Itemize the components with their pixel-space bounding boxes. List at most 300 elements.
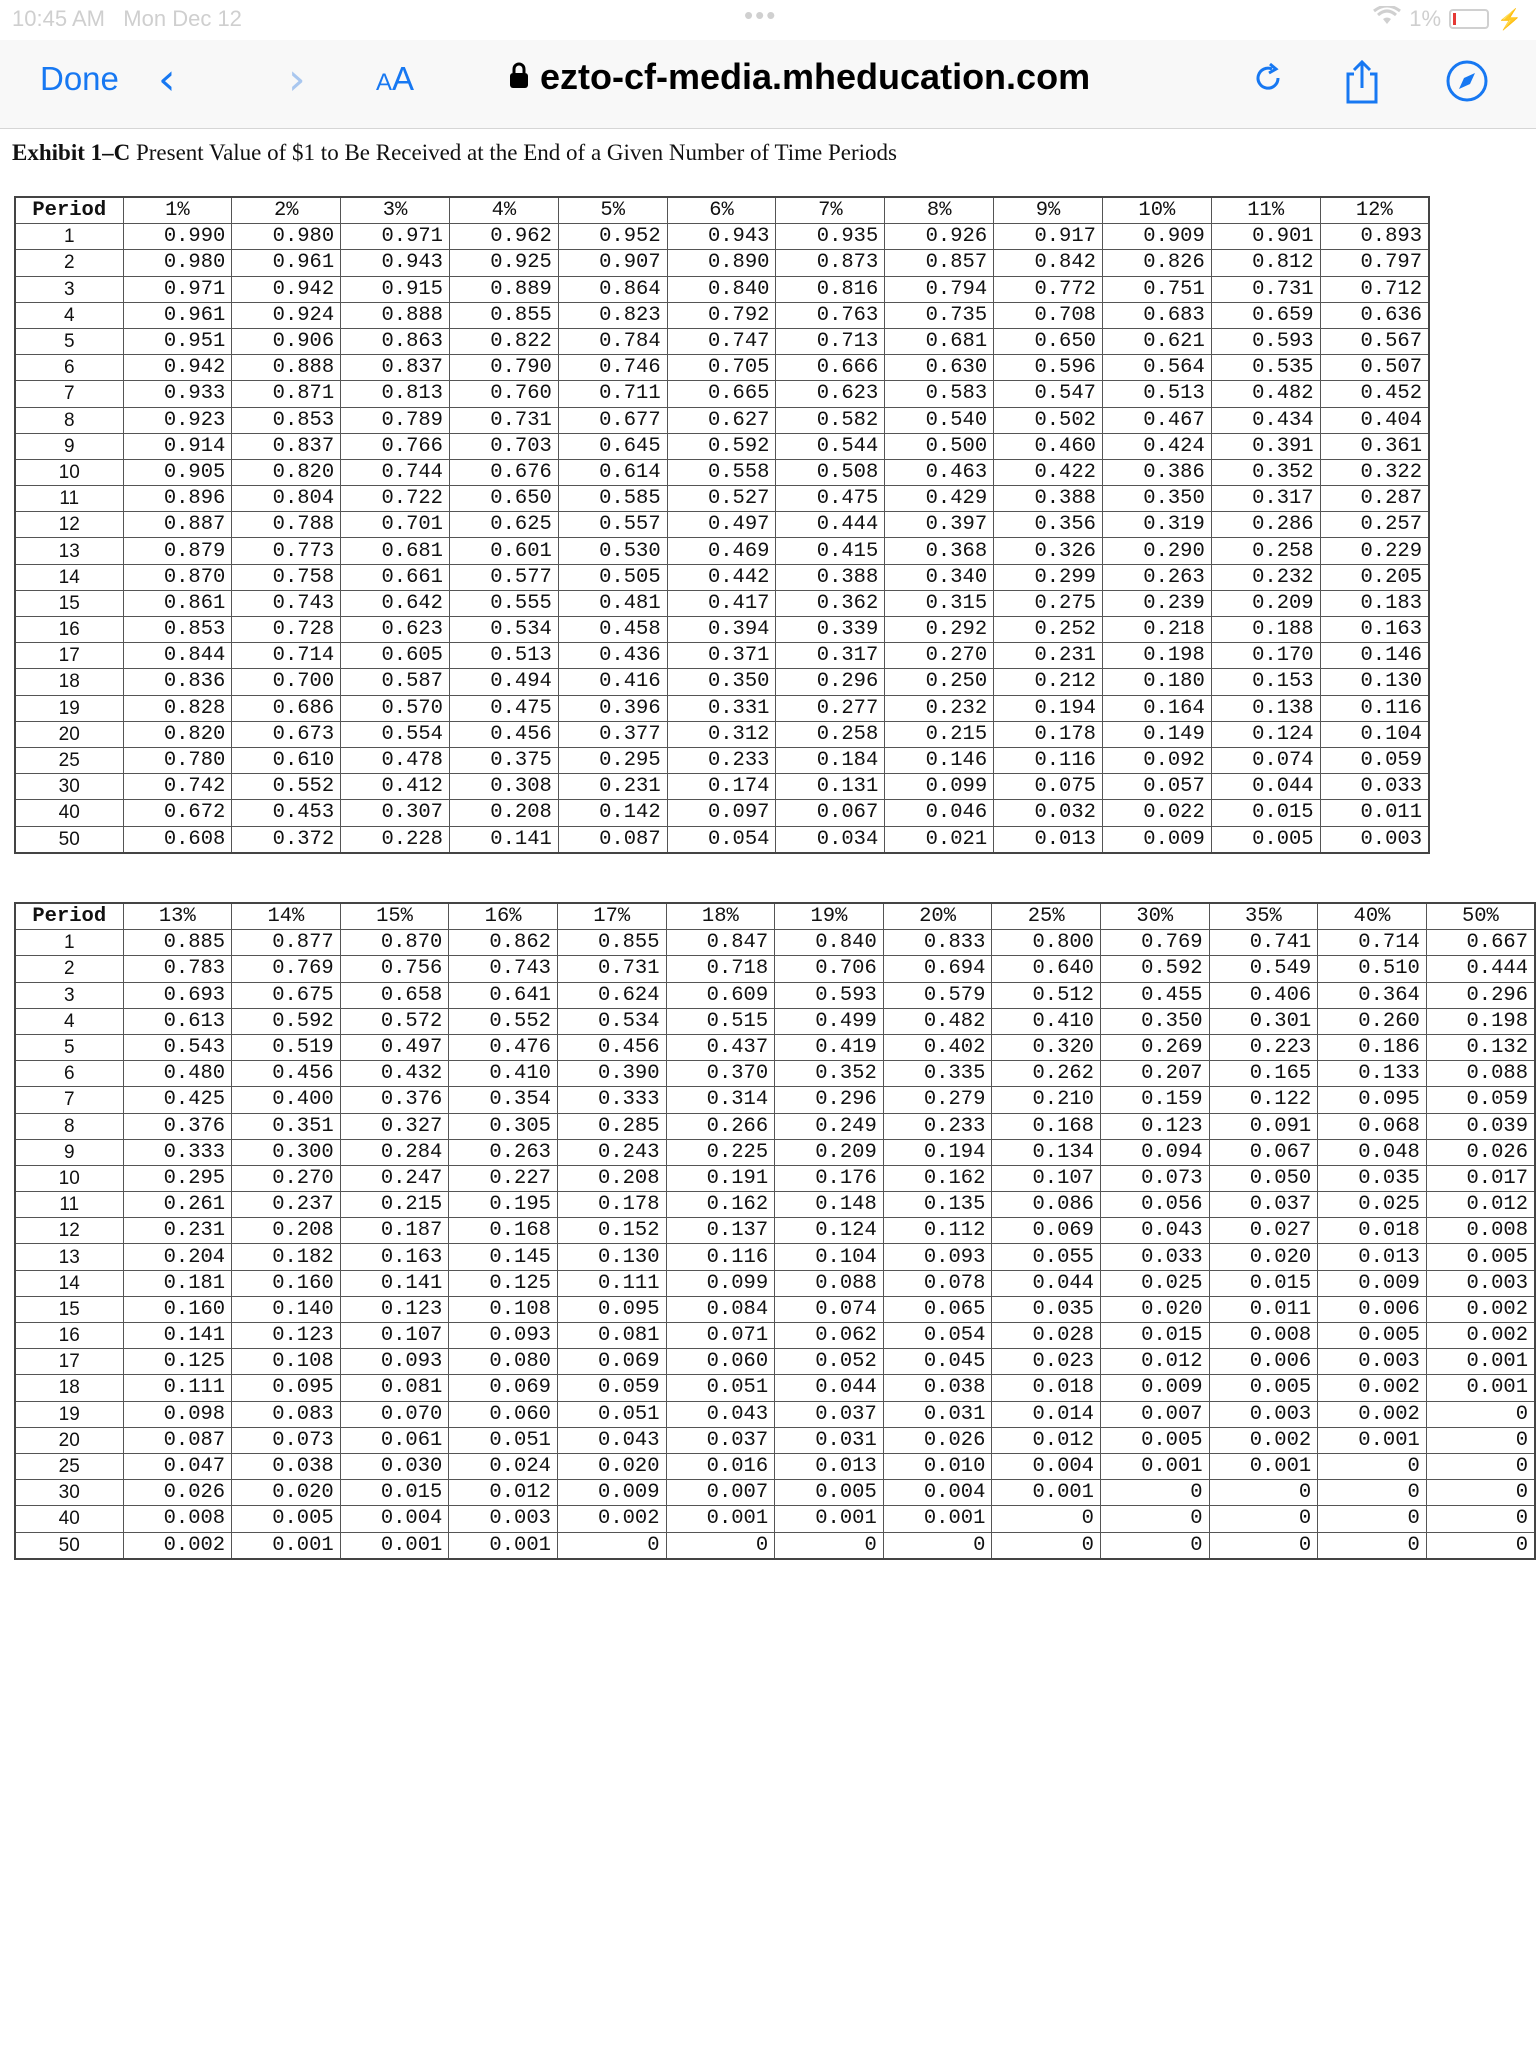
value-cell: 0.494	[449, 669, 558, 695]
value-cell: 0.572	[340, 1008, 449, 1034]
value-cell: 0.769	[1100, 930, 1209, 956]
reload-icon[interactable]	[1248, 58, 1296, 106]
value-cell: 0.673	[232, 721, 341, 747]
value-cell: 0.039	[1426, 1113, 1535, 1139]
value-cell: 0.025	[1100, 1270, 1209, 1296]
period-cell: 40	[15, 800, 123, 826]
period-cell: 17	[15, 1349, 123, 1375]
value-cell: 0.035	[992, 1296, 1101, 1322]
value-cell: 0.055	[992, 1244, 1101, 1270]
value-cell: 0.162	[883, 1165, 992, 1191]
value-cell: 0.043	[1100, 1218, 1209, 1244]
value-cell: 0.402	[883, 1034, 992, 1060]
status-date: Mon Dec 12	[123, 6, 242, 31]
value-cell: 0.026	[883, 1427, 992, 1453]
value-cell: 0.703	[449, 433, 558, 459]
value-cell: 0.915	[341, 276, 450, 302]
value-cell: 0.722	[341, 486, 450, 512]
value-cell: 0.816	[776, 276, 885, 302]
value-cell: 0.333	[557, 1087, 666, 1113]
value-cell: 0.149	[1102, 721, 1211, 747]
value-cell: 0.677	[558, 407, 667, 433]
value-cell: 0.855	[557, 930, 666, 956]
value-cell: 0.044	[992, 1270, 1101, 1296]
value-cell: 0.107	[992, 1165, 1101, 1191]
table-row	[15, 930, 1535, 956]
value-cell: 0.419	[775, 1034, 884, 1060]
value-cell: 0.592	[232, 1008, 341, 1034]
value-cell: 0.368	[885, 538, 994, 564]
value-cell: 0.608	[123, 826, 232, 853]
value-cell: 0.031	[775, 1427, 884, 1453]
value-cell: 0.879	[123, 538, 232, 564]
value-cell: 0.163	[1320, 617, 1429, 643]
value-cell: 0.027	[1209, 1218, 1318, 1244]
value-cell: 0.116	[666, 1244, 775, 1270]
value-cell: 0.512	[992, 982, 1101, 1008]
value-cell: 0.141	[123, 1323, 232, 1349]
value-cell: 0.361	[1320, 433, 1429, 459]
value-cell: 0.712	[1320, 276, 1429, 302]
value-cell: 0.146	[885, 747, 994, 773]
value-cell: 0.014	[992, 1401, 1101, 1427]
value-cell: 0.456	[232, 1061, 341, 1087]
value-cell: 0.086	[992, 1192, 1101, 1218]
value-cell: 0.714	[1318, 930, 1427, 956]
value-cell: 0.035	[1318, 1165, 1427, 1191]
value-cell: 0.021	[885, 826, 994, 853]
value-cell: 0.352	[1211, 459, 1320, 485]
value-cell: 0.188	[1211, 617, 1320, 643]
value-cell: 0.497	[340, 1034, 449, 1060]
value-cell: 0.500	[885, 433, 994, 459]
value-cell: 0.942	[123, 355, 232, 381]
value-cell: 0.711	[558, 381, 667, 407]
value-cell: 0.247	[340, 1165, 449, 1191]
value-cell: 0.001	[1209, 1453, 1318, 1479]
period-cell: 8	[15, 407, 123, 433]
value-cell: 0.499	[775, 1008, 884, 1034]
value-cell: 0.352	[775, 1061, 884, 1087]
value-cell: 0.914	[123, 433, 232, 459]
rate-header: 13%	[123, 903, 232, 930]
value-cell: 0.552	[232, 774, 341, 800]
forward-chevron-icon[interactable]: ›	[288, 54, 306, 105]
value-cell: 0.376	[123, 1113, 232, 1139]
value-cell: 0.001	[1318, 1427, 1427, 1453]
table-row	[15, 407, 1429, 433]
value-cell: 0.863	[341, 328, 450, 354]
value-cell: 0.051	[666, 1375, 775, 1401]
period-cell: 9	[15, 1139, 123, 1165]
period-cell: 11	[15, 486, 123, 512]
value-cell: 0.592	[1100, 956, 1209, 982]
period-cell: 10	[15, 459, 123, 485]
value-cell: 0.095	[557, 1296, 666, 1322]
value-cell: 0.006	[1318, 1296, 1427, 1322]
table-row	[15, 486, 1429, 512]
value-cell: 0.033	[1320, 774, 1429, 800]
address-bar[interactable]	[508, 56, 1090, 98]
multitasking-dots-icon[interactable]: •••	[744, 0, 778, 30]
period-cell: 7	[15, 381, 123, 407]
value-cell: 0.577	[449, 564, 558, 590]
value-cell: 0	[1318, 1532, 1427, 1559]
value-cell: 0.067	[1209, 1139, 1318, 1165]
value-cell: 0.530	[558, 538, 667, 564]
value-cell: 0.412	[341, 774, 450, 800]
value-cell: 0.002	[1209, 1427, 1318, 1453]
table-row	[15, 1532, 1535, 1559]
value-cell: 0.320	[992, 1034, 1101, 1060]
rate-header: 4%	[449, 197, 558, 224]
value-cell: 0.018	[992, 1375, 1101, 1401]
value-cell: 0.005	[1209, 1375, 1318, 1401]
rate-header: 2%	[232, 197, 341, 224]
table-row	[15, 1506, 1535, 1532]
rate-header: 40%	[1318, 903, 1427, 930]
rate-header: 17%	[557, 903, 666, 930]
value-cell: 0.923	[123, 407, 232, 433]
value-cell: 0.073	[232, 1427, 341, 1453]
value-cell: 0.084	[666, 1296, 775, 1322]
value-cell: 0.502	[994, 407, 1103, 433]
value-cell: 0.822	[449, 328, 558, 354]
value-cell: 0.232	[1211, 564, 1320, 590]
value-cell: 0.410	[449, 1061, 558, 1087]
value-cell: 0.410	[992, 1008, 1101, 1034]
value-cell: 0.069	[449, 1375, 558, 1401]
value-cell: 0.010	[883, 1453, 992, 1479]
value-cell: 0.308	[449, 774, 558, 800]
value-cell: 0.003	[1318, 1349, 1427, 1375]
value-cell: 0.623	[776, 381, 885, 407]
value-cell: 0.198	[1426, 1008, 1535, 1034]
period-cell: 15	[15, 590, 123, 616]
value-cell: 0.060	[449, 1401, 558, 1427]
value-cell: 0.837	[341, 355, 450, 381]
value-cell: 0.059	[557, 1375, 666, 1401]
rate-header: 16%	[449, 903, 558, 930]
value-cell: 0.232	[885, 695, 994, 721]
value-cell: 0.924	[232, 302, 341, 328]
value-cell: 0.075	[994, 774, 1103, 800]
value-cell: 0.116	[1320, 695, 1429, 721]
value-cell: 0.215	[340, 1192, 449, 1218]
value-cell: 0.013	[994, 826, 1103, 853]
value-cell: 0.350	[1100, 1008, 1209, 1034]
value-cell: 0.790	[449, 355, 558, 381]
value-cell: 0.069	[992, 1218, 1101, 1244]
value-cell: 0.099	[885, 774, 994, 800]
rate-header: 8%	[885, 197, 994, 224]
value-cell: 0.125	[123, 1349, 232, 1375]
value-cell: 0.208	[449, 800, 558, 826]
value-cell: 0.659	[1211, 302, 1320, 328]
value-cell: 0.547	[994, 381, 1103, 407]
value-cell: 0.001	[666, 1506, 775, 1532]
period-cell: 1	[15, 224, 123, 250]
value-cell: 0.015	[1209, 1270, 1318, 1296]
value-cell: 0.390	[557, 1061, 666, 1087]
value-cell: 0.828	[123, 695, 232, 721]
value-cell: 0.613	[123, 1008, 232, 1034]
value-cell: 0.134	[992, 1139, 1101, 1165]
value-cell: 0.301	[1209, 1008, 1318, 1034]
value-cell: 0.227	[449, 1165, 558, 1191]
value-cell: 0.351	[232, 1113, 341, 1139]
table-row	[15, 800, 1429, 826]
value-cell: 0.397	[885, 512, 994, 538]
rate-header: 30%	[1100, 903, 1209, 930]
table-row	[15, 1113, 1535, 1139]
value-cell: 0.005	[775, 1480, 884, 1506]
value-cell: 0.279	[883, 1087, 992, 1113]
value-cell: 0.455	[1100, 982, 1209, 1008]
value-cell: 0.133	[1318, 1061, 1427, 1087]
value-cell: 0.148	[775, 1192, 884, 1218]
value-cell: 0.005	[1211, 826, 1320, 853]
value-cell: 0.593	[775, 982, 884, 1008]
value-cell: 0.681	[341, 538, 450, 564]
status-time-date	[12, 6, 242, 32]
value-cell: 0	[1209, 1506, 1318, 1532]
value-cell: 0.170	[1211, 643, 1320, 669]
value-cell: 0.962	[449, 224, 558, 250]
value-cell: 0.853	[123, 617, 232, 643]
value-cell: 0.480	[123, 1061, 232, 1087]
value-cell: 0.074	[1211, 747, 1320, 773]
exhibit-description: Present Value of $1 to Be Received at the End of a Given Number of Time Periods	[130, 140, 897, 165]
value-cell: 0.003	[1426, 1270, 1535, 1296]
header-row	[15, 903, 1535, 930]
period-header: Period	[15, 197, 123, 224]
value-cell: 0.305	[449, 1113, 558, 1139]
value-cell: 0.558	[667, 459, 776, 485]
value-cell: 0.008	[123, 1506, 232, 1532]
value-cell: 0.314	[666, 1087, 775, 1113]
value-cell: 0.665	[667, 381, 776, 407]
value-cell: 0.098	[123, 1401, 232, 1427]
value-cell: 0.804	[232, 486, 341, 512]
value-cell: 0.087	[123, 1427, 232, 1453]
value-cell: 0.887	[123, 512, 232, 538]
value-cell: 0.002	[1318, 1375, 1427, 1401]
value-cell: 0.048	[1318, 1139, 1427, 1165]
period-cell: 6	[15, 1061, 123, 1087]
compass-icon[interactable]	[1444, 58, 1492, 106]
status-bar	[0, 0, 1536, 40]
value-cell: 0.527	[667, 486, 776, 512]
back-chevron-icon[interactable]: ‹	[158, 54, 176, 105]
value-cell: 0.952	[558, 224, 667, 250]
value-cell: 0.456	[557, 1034, 666, 1060]
value-cell: 0.005	[1318, 1323, 1427, 1349]
value-cell: 0.741	[1209, 930, 1318, 956]
value-cell: 0.610	[232, 747, 341, 773]
value-cell: 0.731	[1211, 276, 1320, 302]
value-cell: 0.415	[776, 538, 885, 564]
value-cell: 0.078	[883, 1270, 992, 1296]
table-row	[15, 1323, 1535, 1349]
lock-icon	[508, 56, 530, 98]
period-cell: 14	[15, 1270, 123, 1296]
value-cell: 0.564	[1102, 355, 1211, 381]
value-cell: 0.132	[1426, 1034, 1535, 1060]
value-cell: 0.275	[994, 590, 1103, 616]
value-cell: 0	[992, 1506, 1101, 1532]
value-cell: 0.050	[1209, 1165, 1318, 1191]
text-size-button[interactable]	[376, 60, 414, 98]
value-cell: 0.037	[1209, 1192, 1318, 1218]
value-cell: 0.751	[1102, 276, 1211, 302]
value-cell: 0.630	[885, 355, 994, 381]
value-cell: 0.218	[1102, 617, 1211, 643]
value-cell: 0.747	[667, 328, 776, 354]
rate-header: 7%	[776, 197, 885, 224]
value-cell: 0.406	[1209, 982, 1318, 1008]
value-cell: 0.434	[1211, 407, 1320, 433]
period-cell: 25	[15, 747, 123, 773]
value-cell: 0.458	[558, 617, 667, 643]
table-row	[15, 1296, 1535, 1322]
table-row	[15, 590, 1429, 616]
value-cell: 0.926	[885, 224, 994, 250]
table-row	[15, 1192, 1535, 1218]
value-cell: 0.694	[883, 956, 992, 982]
value-cell: 0.141	[449, 826, 558, 853]
period-cell: 2	[15, 250, 123, 276]
period-cell: 3	[15, 982, 123, 1008]
value-cell: 0.009	[1102, 826, 1211, 853]
value-cell: 0.005	[1100, 1427, 1209, 1453]
value-cell: 0.033	[1100, 1244, 1209, 1270]
value-cell: 0.044	[1211, 774, 1320, 800]
value-cell: 0.093	[340, 1349, 449, 1375]
value-cell: 0.091	[1209, 1113, 1318, 1139]
value-cell: 0.375	[449, 747, 558, 773]
value-cell: 0.088	[1426, 1061, 1535, 1087]
value-cell: 0.056	[1100, 1192, 1209, 1218]
value-cell: 0.249	[775, 1113, 884, 1139]
value-cell: 0.002	[557, 1506, 666, 1532]
table-row	[15, 512, 1429, 538]
value-cell: 0.009	[1318, 1270, 1427, 1296]
value-cell: 0	[1100, 1532, 1209, 1559]
value-cell: 0.194	[994, 695, 1103, 721]
value-cell: 0.394	[667, 617, 776, 643]
value-cell: 0.333	[123, 1139, 232, 1165]
value-cell: 0.074	[775, 1296, 884, 1322]
value-cell: 0.231	[123, 1218, 232, 1244]
value-cell: 0.429	[885, 486, 994, 512]
value-cell: 0.331	[667, 695, 776, 721]
rate-header: 5%	[558, 197, 667, 224]
value-cell: 0.535	[1211, 355, 1320, 381]
share-icon[interactable]	[1342, 58, 1390, 106]
value-cell: 0.208	[557, 1165, 666, 1191]
rate-header: 15%	[340, 903, 449, 930]
value-cell: 0.820	[123, 721, 232, 747]
rate-header: 18%	[666, 903, 775, 930]
table-row	[15, 826, 1429, 853]
value-cell: 0.475	[776, 486, 885, 512]
rate-header: 14%	[232, 903, 341, 930]
done-button[interactable]: Done	[40, 60, 119, 97]
table-row	[15, 982, 1535, 1008]
value-cell: 0.840	[775, 930, 884, 956]
table-row	[15, 459, 1429, 485]
value-cell: 0.073	[1100, 1165, 1209, 1191]
value-cell: 0.601	[449, 538, 558, 564]
page-title	[12, 140, 897, 166]
period-cell: 1	[15, 930, 123, 956]
value-cell: 0.124	[1211, 721, 1320, 747]
period-cell: 4	[15, 302, 123, 328]
value-cell: 0.731	[557, 956, 666, 982]
value-cell: 0.125	[449, 1270, 558, 1296]
value-cell: 0.371	[667, 643, 776, 669]
value-cell: 0.015	[340, 1480, 449, 1506]
period-cell: 17	[15, 643, 123, 669]
value-cell: 0.181	[123, 1270, 232, 1296]
value-cell: 0.889	[449, 276, 558, 302]
value-cell: 0.104	[1320, 721, 1429, 747]
value-cell: 0.094	[1100, 1139, 1209, 1165]
value-cell: 0.693	[123, 982, 232, 1008]
value-cell: 0.317	[1211, 486, 1320, 512]
table-row	[15, 1270, 1535, 1296]
value-cell: 0.370	[666, 1061, 775, 1087]
value-cell: 0.013	[775, 1453, 884, 1479]
value-cell: 0.003	[449, 1506, 558, 1532]
period-cell: 6	[15, 355, 123, 381]
value-cell: 0.640	[992, 956, 1101, 982]
value-cell: 0	[1426, 1401, 1535, 1427]
text-size-large-a: A	[392, 60, 415, 97]
value-cell: 0.062	[775, 1323, 884, 1349]
value-cell: 0.364	[1318, 982, 1427, 1008]
value-cell: 0.237	[232, 1192, 341, 1218]
table-row	[15, 355, 1429, 381]
value-cell: 0.307	[341, 800, 450, 826]
value-cell: 0.009	[557, 1480, 666, 1506]
value-cell: 0.020	[557, 1453, 666, 1479]
table-row	[15, 1034, 1535, 1060]
url-text: ezto-cf-media.mheducation.com	[540, 56, 1091, 97]
table-row	[15, 328, 1429, 354]
value-cell: 0.505	[558, 564, 667, 590]
value-cell: 0.425	[123, 1087, 232, 1113]
value-cell: 0.453	[232, 800, 341, 826]
value-cell: 0.844	[123, 643, 232, 669]
value-cell: 0.054	[883, 1323, 992, 1349]
value-cell: 0.057	[1102, 774, 1211, 800]
value-cell: 0.515	[666, 1008, 775, 1034]
value-cell: 0.534	[449, 617, 558, 643]
value-cell: 0.700	[232, 669, 341, 695]
value-cell: 0	[1426, 1532, 1535, 1559]
value-cell: 0.552	[449, 1008, 558, 1034]
value-cell: 0.001	[883, 1506, 992, 1532]
value-cell: 0.718	[666, 956, 775, 982]
value-cell: 0.625	[449, 512, 558, 538]
value-cell: 0.001	[1426, 1349, 1535, 1375]
value-cell: 0.145	[449, 1244, 558, 1270]
value-cell: 0.095	[1318, 1087, 1427, 1113]
value-cell: 0.223	[1209, 1034, 1318, 1060]
value-cell: 0.123	[340, 1296, 449, 1322]
